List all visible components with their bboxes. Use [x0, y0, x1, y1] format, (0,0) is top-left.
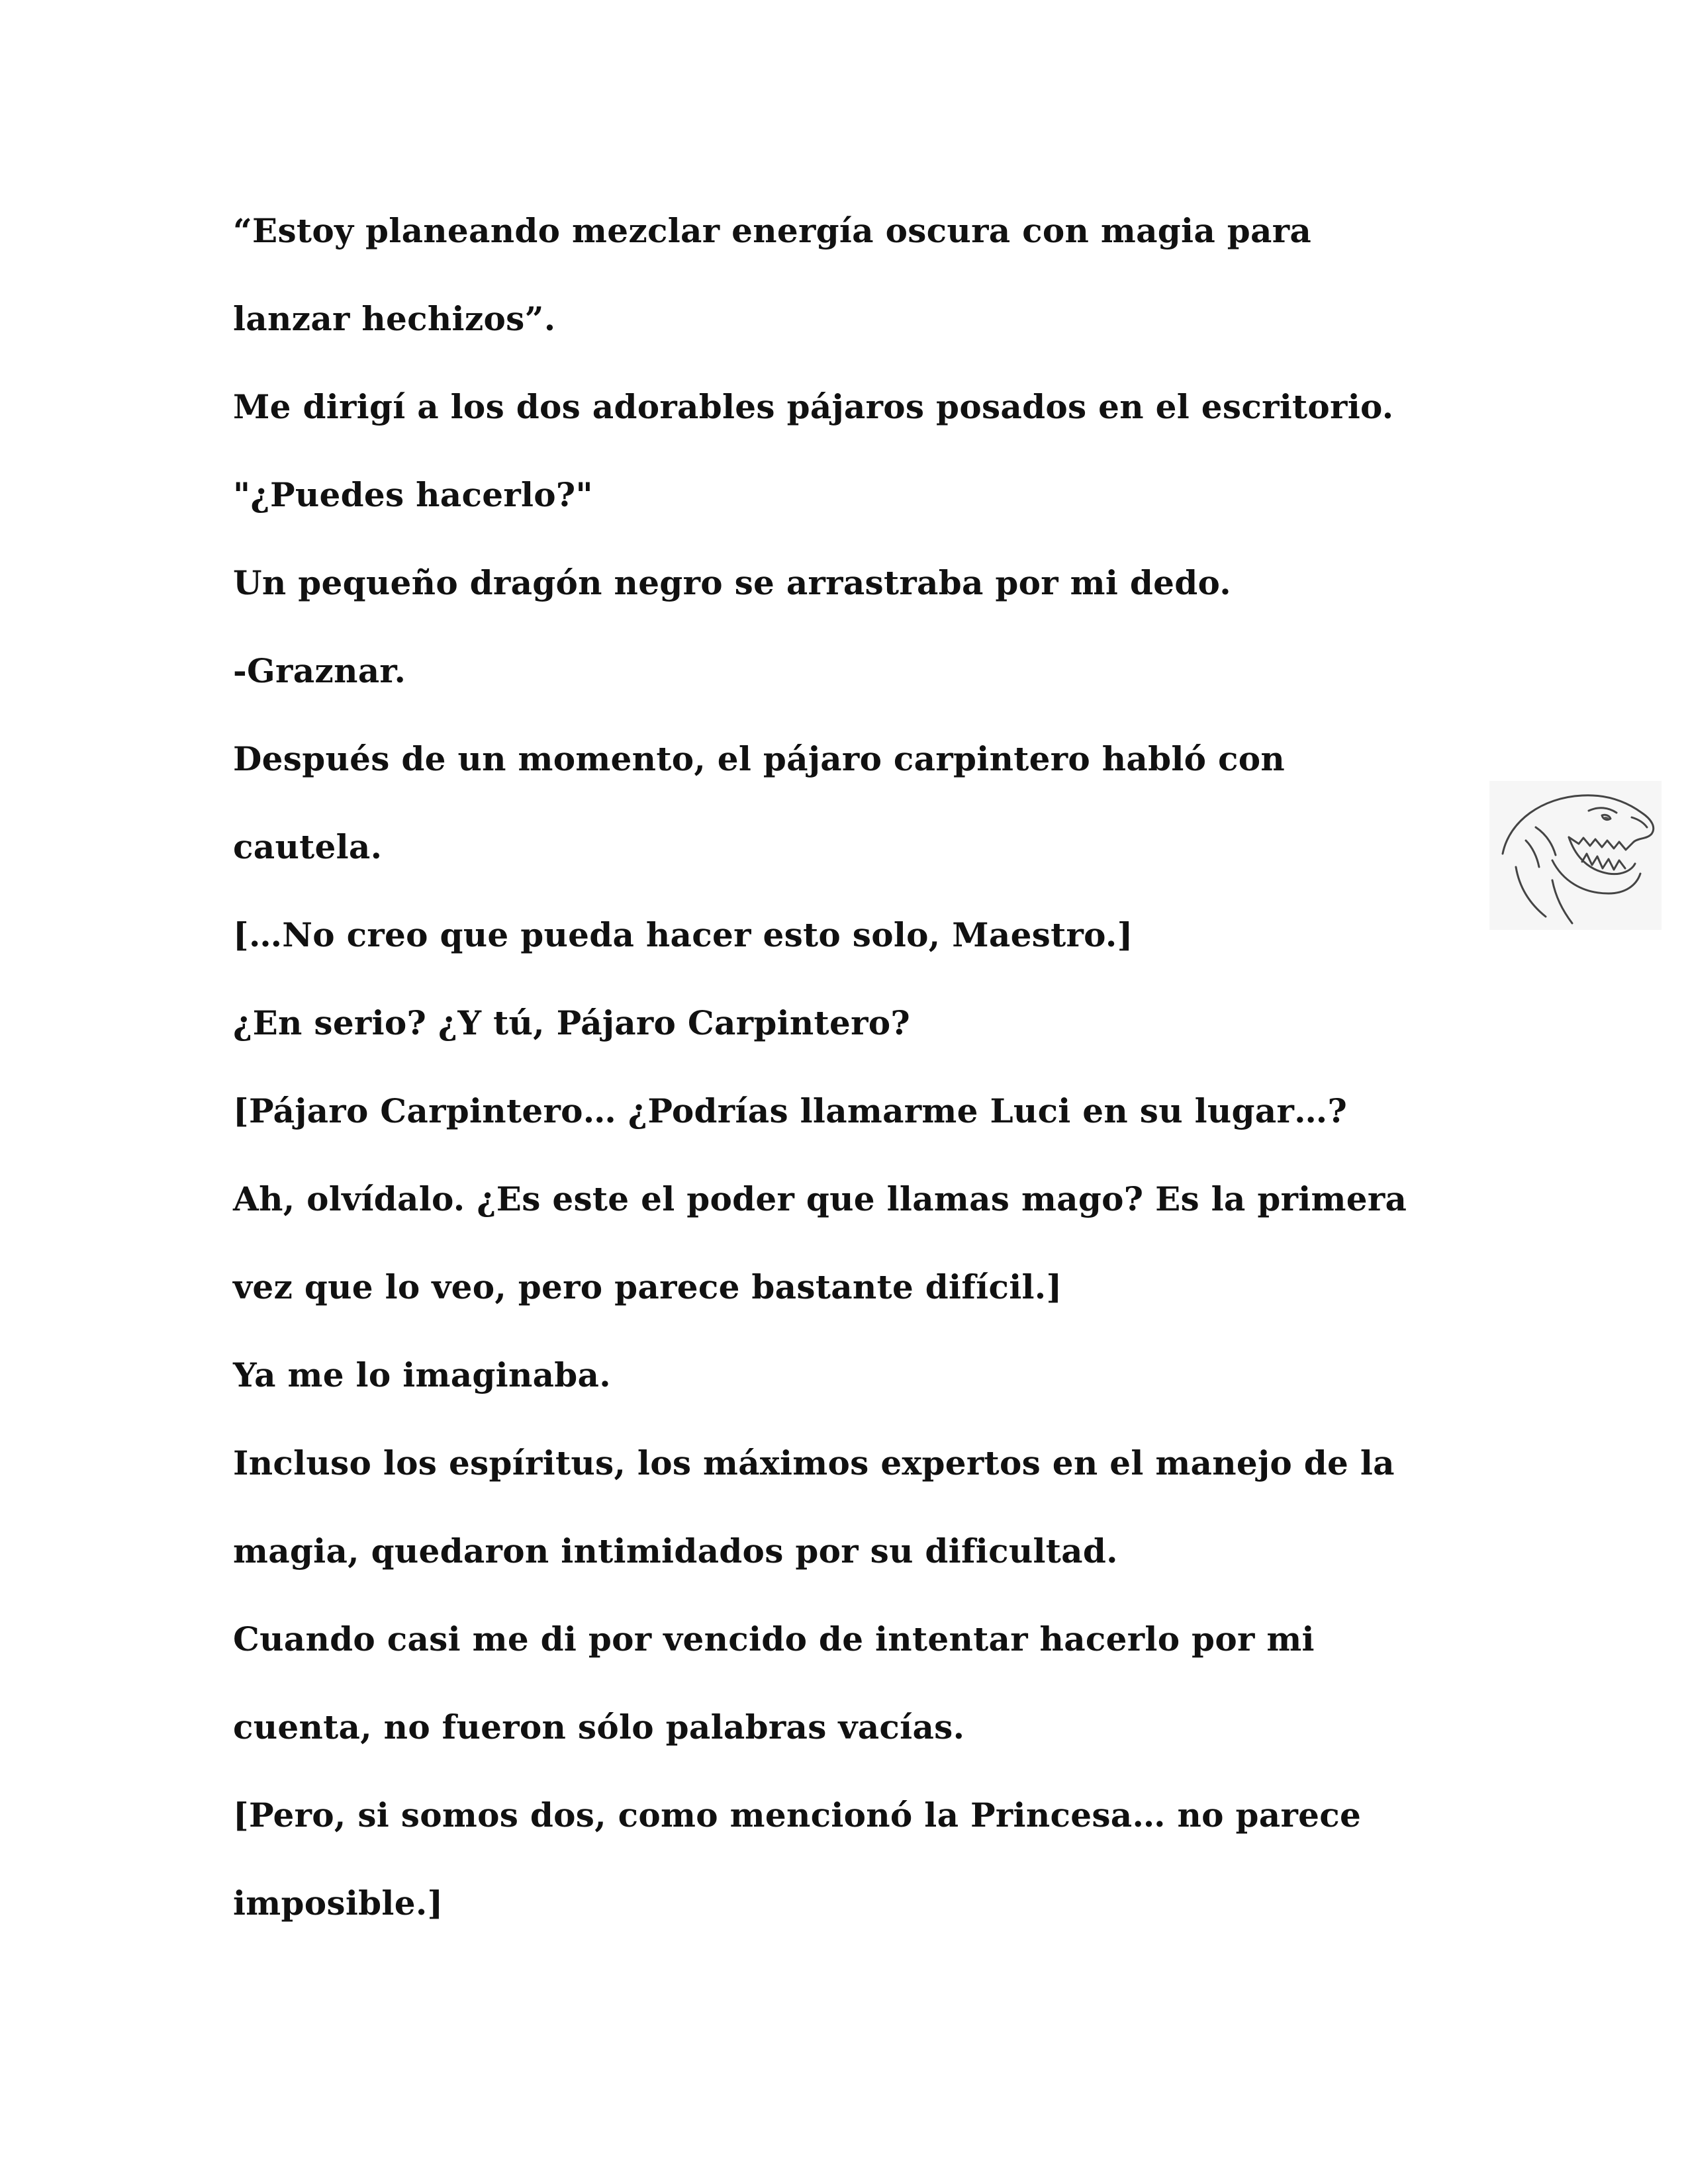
text-line: cautela. — [233, 827, 383, 866]
text-line: [Pero, si somos dos, como mencionó la Princesa… no parece — [233, 1796, 1362, 1835]
text-line: magia, quedaron intimidados por su dificultad. — [233, 1531, 1118, 1570]
text-line: Me dirigí a los dos adorables pájaros posados en el escritorio. — [233, 387, 1394, 426]
text-line: "¿Puedes hacerlo?" — [233, 475, 593, 514]
text-line: Cuando casi me di por vencido de intentar hacerlo por mi — [233, 1619, 1315, 1659]
text-line: […No creo que pueda hacer esto solo, Maestro.] — [233, 915, 1133, 954]
text-line: “Estoy planeando mezclar energía oscura con magia para — [233, 211, 1312, 250]
text-line: Incluso los espíritus, los máximos expertos en el manejo de la — [233, 1443, 1395, 1482]
text-line: vez que lo veo, pero parece bastante difícil.] — [233, 1267, 1062, 1306]
body-text — [233, 187, 1491, 1947]
text-line: cuenta, no fueron sólo palabras vacías. — [233, 1707, 965, 1747]
text-line: lanzar hechizos”. — [233, 299, 556, 338]
text-line: [Pájaro Carpintero… ¿Podrías llamarme Luci en su lugar…? — [233, 1091, 1348, 1130]
text-line: ¿En serio? ¿Y tú, Pájaro Carpintero? — [233, 1003, 910, 1042]
text-line: imposible.] — [233, 1884, 444, 1923]
dinosaur-head-sketch-icon — [1489, 781, 1662, 930]
text-line: Ah, olvídalo. ¿Es este el poder que llamas mago? Es la primera — [233, 1179, 1407, 1218]
text-line: Ya me lo imaginaba. — [233, 1355, 611, 1394]
text-line: Un pequeño dragón negro se arrastraba por mi dedo. — [233, 563, 1231, 602]
text-line: Después de un momento, el pájaro carpintero habló con — [233, 739, 1286, 778]
text-line: -Graznar. — [233, 651, 406, 690]
